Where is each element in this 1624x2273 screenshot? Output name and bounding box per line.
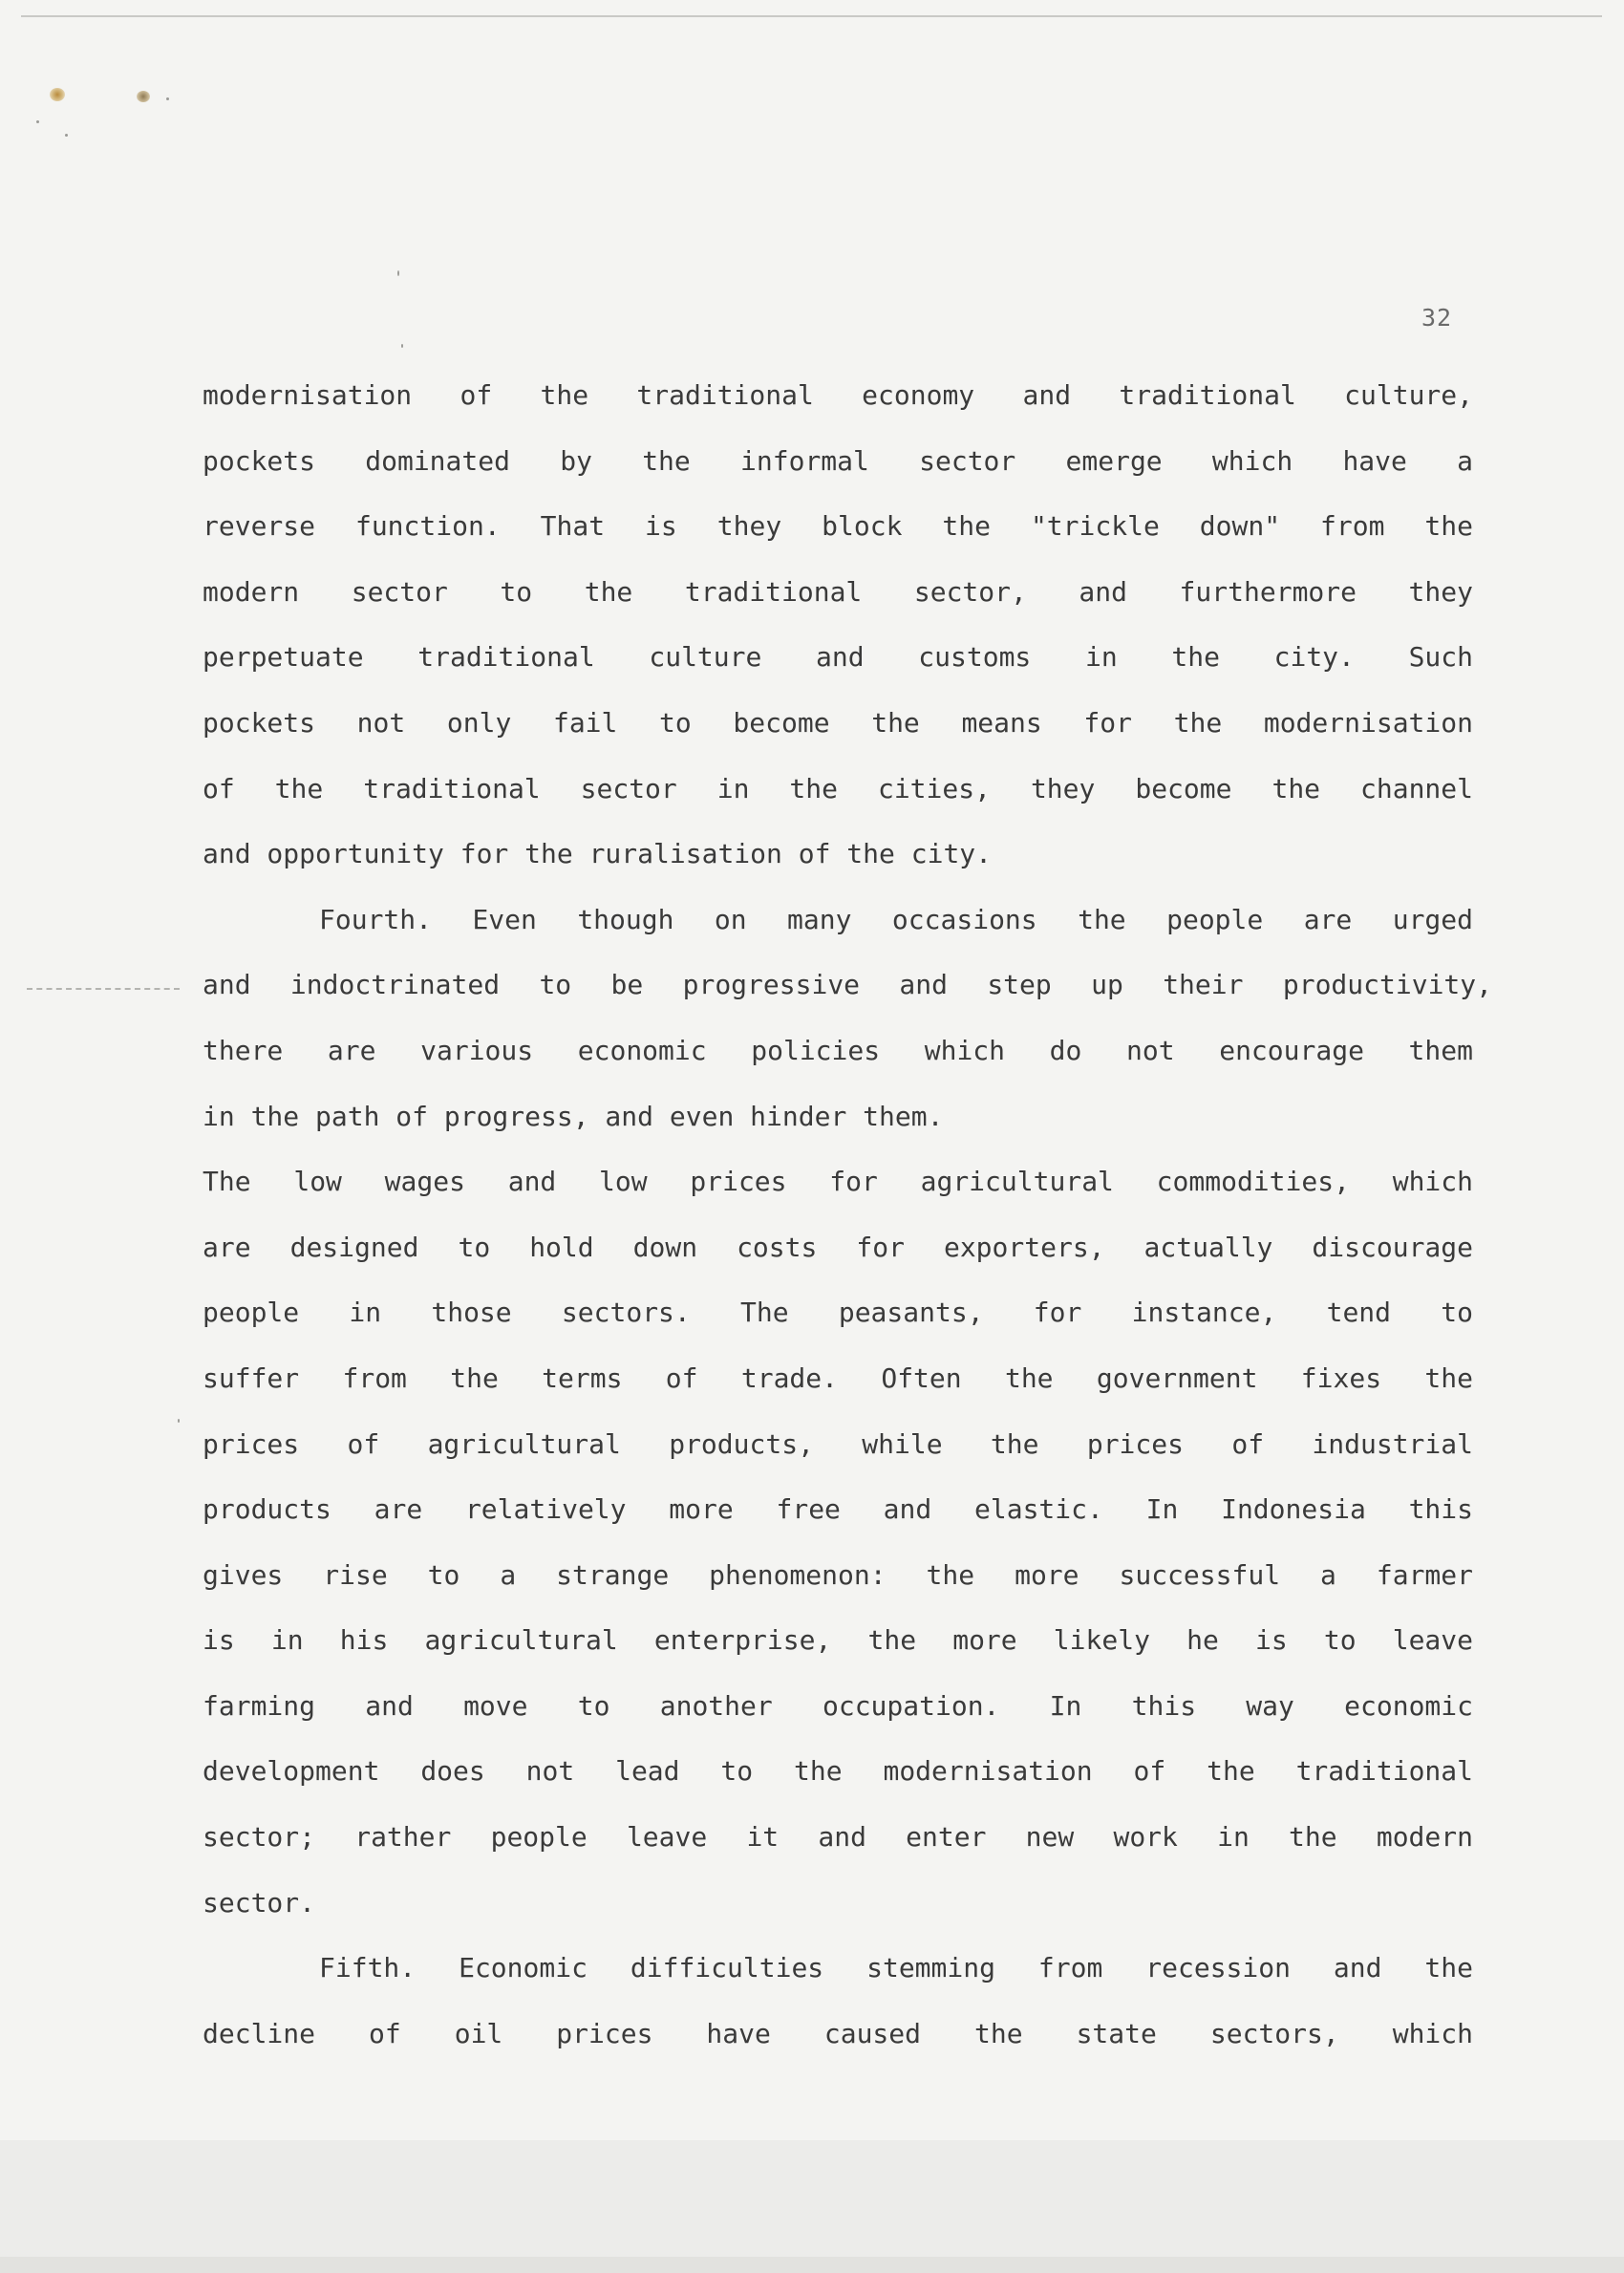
text-line: gives rise to a strange phenomenon: the more successful a farmer <box>203 1558 1473 1591</box>
text-line: Fourth. Even though on many occasions the people are urged <box>319 903 1473 935</box>
text-line: there are various economic policies which do not encourage them <box>203 1034 1473 1066</box>
text-line: pockets not only fail to become the means for the modernisation <box>203 706 1473 739</box>
text-line: modernisation of the traditional economy and traditional culture, <box>203 379 1473 411</box>
margin-line-mark <box>27 988 180 990</box>
page-bottom-edge <box>0 2257 1624 2273</box>
paper-speck <box>36 120 39 123</box>
text-line: sector. <box>203 1886 316 1919</box>
text-line: development does not lead to the modernisation of the traditional <box>203 1755 1473 1788</box>
text-line: Fifth. Economic difficulties stemming from recession and the <box>319 1952 1473 1984</box>
text-line: farming and move to another occupation. In this way economic <box>203 1689 1473 1722</box>
text-line: and indoctrinated to be progressive and step up their productivity, <box>203 969 1492 1001</box>
text-line: and opportunity for the ruralisation of the city. <box>203 838 993 870</box>
text-line: pockets dominated by the informal sector emerge which have a <box>203 444 1473 477</box>
paper-speck <box>178 1419 180 1423</box>
body-text <box>203 363 1492 2067</box>
text-line: prices of agricultural products, while the prices of industrial <box>203 1427 1473 1460</box>
page-number: 32 <box>1421 304 1453 332</box>
rust-stain <box>50 88 65 101</box>
text-line: sector; rather people leave it and enter new work in the modern <box>203 1821 1473 1854</box>
rust-stain <box>137 91 150 102</box>
scan-shadow-band <box>0 2140 1624 2273</box>
text-line: people in those sectors. The peasants, for instance, tend to <box>203 1297 1473 1329</box>
paper-speck <box>401 344 403 348</box>
text-line: The low wages and low prices for agricultural commodities, which <box>203 1166 1473 1198</box>
text-line: reverse function. That is they block the "trickle down" from the <box>203 510 1473 543</box>
paper-speck <box>166 97 169 100</box>
text-line: decline of oil prices have caused the state sectors, which <box>203 2017 1473 2049</box>
text-line: of the traditional sector in the cities, they become the channel <box>203 772 1473 804</box>
text-line: modern sector to the traditional sector, and furthermore they <box>203 575 1473 608</box>
text-line: is in his agricultural enterprise, the more likely he is to leave <box>203 1624 1473 1657</box>
text-line: products are relatively more free and elastic. In Indonesia this <box>203 1493 1473 1526</box>
paper-speck <box>397 270 399 276</box>
text-line: suffer from the terms of trade. Often the government fixes the <box>203 1362 1473 1394</box>
paper-speck <box>65 134 68 137</box>
text-line: are designed to hold down costs for exporters, actually discourage <box>203 1231 1473 1263</box>
text-line: in the path of progress, and even hinder them. <box>203 1100 944 1132</box>
page-top-edge <box>21 15 1602 17</box>
text-line: perpetuate traditional culture and customs in the city. Such <box>203 641 1473 674</box>
